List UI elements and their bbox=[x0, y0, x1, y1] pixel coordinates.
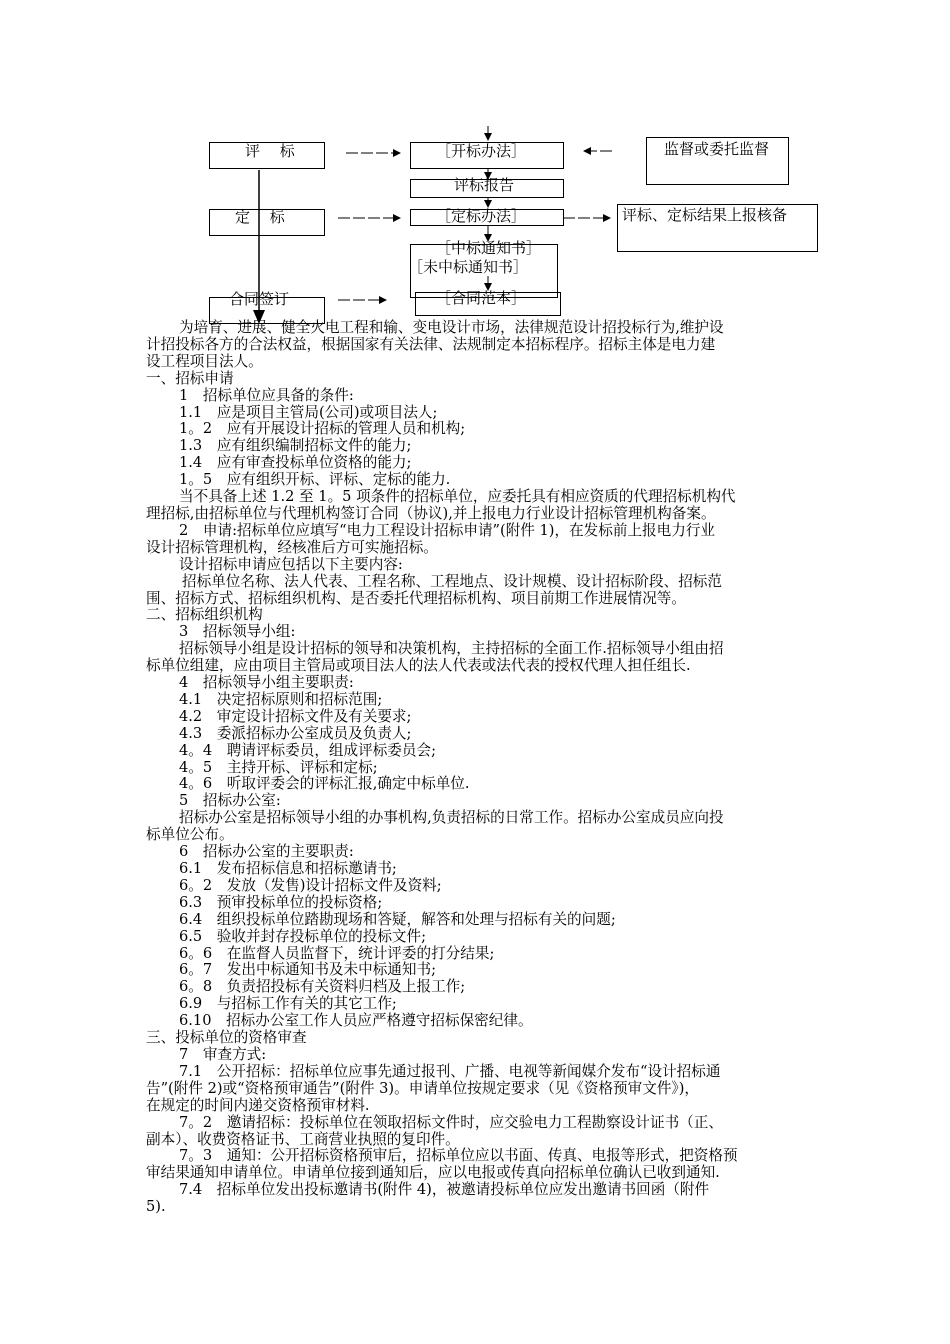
text-line: 4.1 决定招标原则和招标范围; bbox=[179, 690, 383, 708]
label-shang-bao: 评标、定标结果上报核备 bbox=[622, 206, 788, 224]
text-line: 1 招标单位应具备的条件: bbox=[179, 386, 354, 404]
text-line: 4.2 审定设计招标文件及有关要求; bbox=[179, 707, 412, 725]
text-line: 标单位公布。 bbox=[146, 826, 234, 844]
label-zhong-biao: ［中标通知书］ bbox=[436, 239, 542, 257]
text-line: 围、招标方式、招标组织机构、是否委托代理招标机构、项目前期工作进展情况等。 bbox=[146, 589, 686, 607]
text-line: 6.3 预审投标单位的投标资格; bbox=[179, 893, 383, 911]
text-line: 3 招标领导小组: bbox=[179, 623, 296, 641]
text-line: 当不具备上述 1.2 至 1。5 项条件的招标单位，应委托具有相应资质的代理招标机构代 bbox=[179, 488, 736, 506]
text-line: 招标单位名称、法人代表、工程名称、工程地点、设计规模、设计招标阶段、招标范 bbox=[182, 572, 722, 590]
text-line: 7.4 招标单位发出投标邀请书(附件 4)，被邀请投标单位应发出邀请书回函（附件 bbox=[179, 1181, 710, 1199]
text-line: 二、招标组织机构 bbox=[146, 606, 263, 624]
text-line: 1.1 应是项目主管局(公司)或项目法人; bbox=[179, 403, 438, 421]
label-he-tong-qian-ding: 合同签订 bbox=[229, 290, 290, 308]
text-line: 招标办公室是招标领导小组的办事机构,负责招标的日常工作。招标办公室成员应向投 bbox=[179, 809, 724, 827]
text-line: 6.9 与招标工作有关的其它工作; bbox=[179, 995, 397, 1013]
text-line: 标单位组建，应由项目主管局或项目法人的法人代表或法代表的授权代理人担任组长. bbox=[146, 657, 691, 675]
text-line: 4。4 聘请评标委员，组成评标委员会; bbox=[179, 741, 436, 759]
text-line: 4。5 主持开标、评标和定标; bbox=[179, 758, 378, 776]
text-line: 6。8 负责招投标有关资料归档及上报工作; bbox=[179, 978, 466, 996]
label-kai-biao: ［开标办法］ bbox=[436, 142, 527, 160]
text-line: 4 招标领导小组主要职责: bbox=[179, 674, 354, 692]
label-ping-biao-bao-gao: 评标报告 bbox=[454, 176, 515, 194]
text-line: 在规定的时间内递交资格预审材料. bbox=[146, 1096, 370, 1114]
text-line: 告”(附件 2)或“资格预审通告”(附件 3)。申请单位按规定要求（见《资格预审文件》)， bbox=[146, 1079, 699, 1097]
label-he-tong-fan-ben: ［合同范本］ bbox=[436, 289, 527, 307]
text-line: 7。2 邀请招标：投标单位在领取招标文件时，应交验电力工程勘察设计证书（正、 bbox=[179, 1113, 723, 1131]
text-line: 三、投标单位的资格审查 bbox=[146, 1029, 307, 1047]
text-line: 副本）、收费资格证书、工商营业执照的复印件。 bbox=[146, 1130, 460, 1148]
text-line: 5). bbox=[146, 1198, 166, 1216]
text-line: 4。6 听取评委会的评标汇报,确定中标单位. bbox=[179, 775, 470, 793]
text-line: 6。6 在监督人员监督下，统计评委的打分结果; bbox=[179, 944, 495, 962]
text-line: 6 招标办公室的主要职责: bbox=[179, 843, 354, 861]
text-line: 为培育、进展、健全火电工程和输、变电设计市场，法律规范设计招投标行为,维护设 bbox=[179, 319, 724, 336]
text-line: 7.1 公开招标：招标单位应事先通过报刊、广播、电视等新闻媒介发布“设计招标通 bbox=[179, 1062, 721, 1080]
text-line: 1.4 应有审查投标单位资格的能力; bbox=[179, 454, 412, 472]
document-body bbox=[146, 320, 810, 1216]
text-line: 6。7 发出中标通知书及未中标通知书; bbox=[179, 961, 436, 979]
text-line: 计招投标各方的合法权益，根据国家有关法律、法规制定本招标程序。招标主体是电力建 bbox=[146, 335, 716, 353]
text-line: 2 申请:招标单位应填写“电力工程设计招标申请”(附件 1)，在发标前上报电力行业 bbox=[179, 521, 716, 539]
label-ding-biao: 定 标 bbox=[235, 208, 285, 226]
label-wei-zhong-biao: ［未中标通知书］ bbox=[408, 258, 529, 276]
text-line: 6.10 招标办公室工作人员应严格遵守招标保密纪律。 bbox=[179, 1012, 533, 1030]
text-line: 理招标,由招标单位与代理机构签订合同（协议),并上报电力行业设计招标管理机构备案。 bbox=[146, 504, 716, 522]
text-line: 设计招标申请应包括以下主要内容: bbox=[179, 555, 403, 573]
text-line: 一、招标申请 bbox=[146, 369, 234, 387]
text-line: 审结果通知申请单位。申请单位接到通知后，应以电报或传真向招标单位确认已收到通知. bbox=[146, 1164, 720, 1182]
text-line: 6.5 验收并封存投标单位的投标文件; bbox=[179, 927, 427, 945]
text-line: 1。5 应有组织开标、评标、定标的能力. bbox=[179, 471, 451, 489]
label-jian-du: 监督或委托监督 bbox=[664, 140, 770, 158]
text-line: 6。2 发放（发售)设计招标文件及资料; bbox=[179, 876, 442, 894]
label-ping-biao: 评 标 bbox=[245, 142, 295, 160]
text-line: 6.1 发布招标信息和招标邀请书; bbox=[179, 860, 397, 877]
text-line: 7 审查方式: bbox=[179, 1045, 267, 1063]
text-line: 6.4 组织投标单位踏勘现场和答疑，解答和处理与招标有关的问题; bbox=[179, 910, 616, 928]
text-line: 1.3 应有组织编制招标文件的能力; bbox=[179, 437, 412, 455]
flowchart bbox=[0, 0, 950, 330]
text-line: 设工程项目法人。 bbox=[146, 352, 263, 370]
text-line: 5 招标办公室: bbox=[179, 792, 281, 810]
text-line: 7。3 通知：公开招标资格预审后，招标单位应以书面、传真、电报等形式，把资格预 bbox=[179, 1147, 738, 1165]
text-line: 1。2 应有开展设计招标的管理人员和机构; bbox=[179, 420, 466, 438]
text-line: 招标领导小组是设计招标的领导和决策机构，主持招标的全面工作.招标领导小组由招 bbox=[179, 640, 724, 658]
text-line: 设计招标管理机构，经核准后方可实施招标。 bbox=[146, 538, 438, 556]
text-line: 4.3 委派招标办公室成员及负责人; bbox=[179, 724, 412, 742]
label-ding-biao-ban-fa: ［定标办法］ bbox=[436, 207, 527, 225]
